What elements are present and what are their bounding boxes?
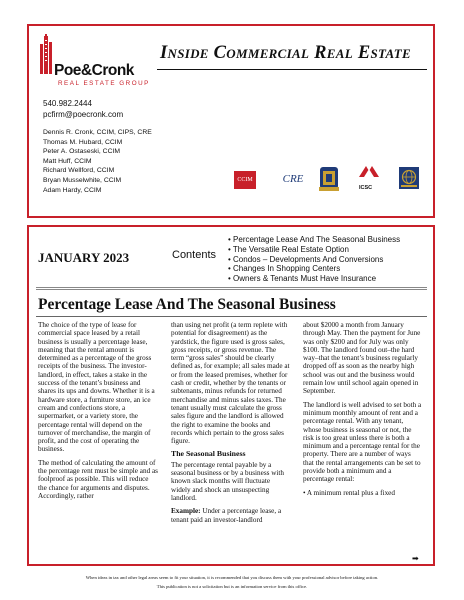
staff-name: Matt Huff, CCIM — [43, 157, 92, 165]
article-column-1 — [38, 321, 158, 505]
email-address[interactable]: pcfirm@poecronk.com — [43, 110, 124, 119]
toc-item[interactable]: • Condos – Developments And Conversions — [228, 254, 384, 264]
icsc-badge-label: ICSC — [359, 185, 373, 191]
example-label: Example: — [171, 507, 201, 516]
paragraph: about $2000 a month from January through May. Then the payment for June was only $200 and for July was only $100. The landlord found out–the hard way–that the tenant’s business regularly dropped off as soon as the nearby high school was out and the business would remain low until school again opened in September. — [303, 321, 421, 396]
brand-name: Poe&Cronk — [54, 62, 134, 79]
crest-logo-icon — [318, 165, 340, 193]
newsletter-title: Inside Commercial Real Estate — [160, 43, 412, 63]
paragraph: The choice of the type of lease for commercial space leased by a retail business is usually a percentage lease, meaning that the rental amount is determined as a percentage of the gross receipts of the business. The investor-landlord, in effect, takes a stake in the success of the tenant’s business and shares its ups and downs. Whether it is a hardware store, a furniture store, an ice cream and confections store, a supermarket, or a variety store, the percentage rental will depend on the turnover of merchandise, the margin of profit, and the cost of operating the business. — [38, 321, 155, 454]
footer-notice: This publication is not a solicitation but is an information service from this office. — [156, 584, 308, 589]
article-column-3 — [303, 321, 423, 502]
icsc-logo-icon — [356, 163, 382, 185]
section-divider — [36, 287, 427, 288]
contents-label: Contents — [172, 249, 217, 261]
list-item: • A minimum rental plus a fixed — [303, 488, 395, 497]
toc-item-label: Changes In Shopping Centers — [233, 264, 341, 274]
footer-disclaimer: When ideas in tax and other legal areas seem to fit your situation, it is recommended that you discuss them with your professional advisor before taking action. — [85, 575, 379, 580]
continue-arrow-icon: ➡ — [412, 554, 419, 563]
paragraph: The landlord is well advised to set both a minimum monthly amount of rent and a percentage rental. With any tenant, whose business is seasonal or not, the risk is too great unless there is both a minimum and a percentage rental for the property. There are a number of ways that the rental arrangements can be set to provide both a minimum and a percentage rental: — [303, 400, 422, 484]
ccim-badge-label: CCIM — [237, 177, 253, 183]
staff-name: Richard Wellford, CCIM — [43, 167, 115, 175]
article-divider — [36, 316, 427, 317]
staff-name: Bryan Musselwhite, CCIM — [43, 176, 122, 184]
table-of-contents — [228, 235, 400, 284]
paragraph: The percentage rental payable by a seasonal business or by a business with known slack months will fluctuate widely and shock an unsuspecting landlord. — [171, 460, 284, 502]
cre-badge-label: CRE — [282, 173, 304, 185]
cre-logo-icon — [280, 170, 306, 188]
article-column-2 — [171, 321, 291, 529]
toc-item-label: The Versatile Real Estate Option — [232, 244, 349, 254]
example-text: Under a percentage lease, a tenant paid an investor-landlord — [171, 507, 282, 524]
globe-logo-icon — [398, 166, 420, 190]
toc-item-label: Percentage Lease And The Seasonal Business — [233, 235, 401, 244]
paragraph — [171, 507, 291, 524]
phone-number: 540.982.2444 — [43, 99, 92, 108]
staff-name: Thomas M. Hubard, CCIM — [43, 138, 123, 146]
staff-name: Dennis R. Cronk, CCIM, CIPS, CRE — [43, 129, 152, 136]
staff-list — [43, 128, 152, 195]
toc-item-label: Condos – Developments And Conversions — [233, 254, 384, 264]
paragraph: than using net profit (a term replete with potential for disagreement) as the yardstick, the figure used is gross sales, gross receipts, or gross revenue. The term “gross sales” should be clearly defined as, for example; all sales made at or from the leased premises, whether for cash or credit, whether by the tenants or subtenants, minus refunds for returned merchandise and minus sales taxes. The tenant usually must calculate the gross sales figure and the landlord is allowed the right to examine the books and records which pertain to the gross sales figure. — [171, 321, 290, 446]
toc-item[interactable]: • The Versatile Real Estate Option — [228, 244, 349, 254]
staff-name: Peter A. Ostaseski, CCIM — [43, 148, 121, 156]
article-title: Percentage Lease And The Seasonal Business — [38, 296, 336, 313]
section-heading: The Seasonal Business — [171, 449, 246, 459]
staff-name: Adam Hardy, CCIM — [43, 186, 102, 194]
paragraph: The method of calculating the amount of the percentage rent must be simple and as foolproof as possible. This will reduce the chance for arguments and disputes. Accordingly, rather — [38, 458, 158, 500]
toc-item-label: Owners & Tenants Must Have Insurance — [233, 274, 377, 284]
ccim-logo-icon — [234, 171, 256, 189]
toc-item[interactable]: • Changes In Shopping Centers — [228, 264, 341, 274]
toc-item[interactable]: • Percentage Lease And The Seasonal Business — [228, 235, 401, 244]
toc-item[interactable]: • Owners & Tenants Must Have Insurance — [228, 274, 377, 284]
issue-date: JANUARY 2023 — [38, 250, 130, 265]
brand-tagline: REAL ESTATE GROUP — [58, 80, 150, 87]
section-divider — [36, 289, 427, 290]
title-divider — [157, 69, 427, 70]
